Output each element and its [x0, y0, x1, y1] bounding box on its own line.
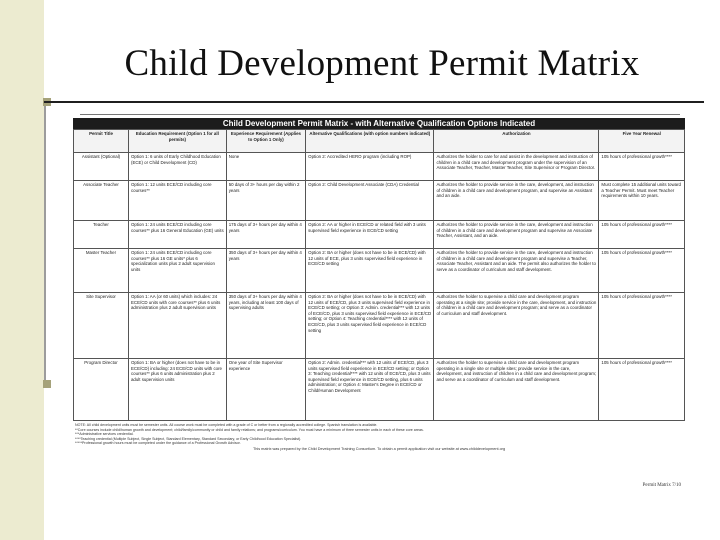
experience-cell: 175 days of 3+ hours per day within 4 years — [226, 221, 305, 249]
page-reference: Permit Matrix 7/10 — [642, 483, 681, 488]
slide-title: Child Development Permit Matrix — [124, 43, 640, 84]
education-cell: Option 1: 24 units ECE/CD including core courses** plus 16 GE units* plus 6 specialization units plus 2 adult supervision units — [128, 249, 226, 293]
experience-cell: 350 days of 3+ hours per day within 4 years, including at least 100 days of supervising adults — [226, 293, 305, 359]
alternative-cell: Option 2: Child Development Associate (CDA) Credential — [306, 181, 434, 221]
education-cell: Option 1: BA or higher (does not have to be in ECE/CD) including: 24 ECE/CD units with core courses** plus 6 units administration plus 2 adult supervision units — [128, 359, 226, 421]
renewal-cell: Must complete 15 additional units toward a Teacher Permit. Must meet Teacher requirements within 10 years. — [599, 181, 685, 221]
column-header: Alternative Qualifications (with option numbers indicated) — [306, 130, 434, 153]
table-row — [74, 293, 685, 359]
experience-cell: 50 days of 3+ hours per day within 2 years — [226, 181, 305, 221]
renewal-cell: 105 hours of professional growth**** — [599, 221, 685, 249]
left-decorative-bar — [0, 0, 44, 540]
education-cell: Option 1: 24 units ECE/CD including core courses** plus 16 General Education (GE) units — [128, 221, 226, 249]
education-cell: Option 1: 6 units of Early Childhood Education (ECE) or Child Development (CD) — [128, 153, 226, 181]
note-line: *****Professional growth hours must be completed under the guidance of a Professional Growth Advisor. — [75, 441, 241, 446]
experience-cell: None — [226, 153, 305, 181]
table-row — [74, 221, 685, 249]
title-rule-thin — [80, 114, 680, 115]
table-row — [74, 181, 685, 221]
permit-title-cell: Program Director — [74, 359, 129, 421]
permit-title-cell: Teacher — [74, 221, 129, 249]
divider-marker-bottom — [43, 380, 51, 388]
matrix-header: Child Development Permit Matrix - with Alternative Qualification Options Indicated — [73, 118, 685, 129]
permit-matrix-table — [73, 129, 685, 421]
matrix-footer: This matrix was prepared by the Child Development Training Consortium. To obtain a permit application visit our website at www.childdevelopment.org — [252, 446, 506, 451]
alternative-cell: Option 2: BA or higher (does not have to be in ECE/CD) with 12 units of ECE, plus 3 units supervised field experience in ECE/CD setting — [306, 249, 434, 293]
education-cell: Option 1: 12 units ECE/CD including core courses** — [128, 181, 226, 221]
renewal-cell: 105 hours of professional growth**** — [599, 249, 685, 293]
alternative-cell: Option 2: BA or higher (does not have to be in ECE/CD) with 12 units of ECE/CD, plus 3 units supervised field experience in ECE/CD setting; or Option 3: Admin. credential*** with 12 units of ECE/CD, plus 3 units supervised field experience in ECE/CD setting; or Option 4: Teaching credential**** with 12 units of ECE/CD, plus 3 units supervised field experience in ECE/CD setting — [306, 293, 434, 359]
renewal-cell: 105 hours of professional growth**** — [599, 153, 685, 181]
authorization-cell: Authorizes the holder to supervise a child care and development program operating in a single site or multiple sites; provide service in the care, development, and instruction of children in a child care and development program; and serve as a coordinator of curriculum and staff development. — [434, 359, 599, 421]
note-line: NOTE: All child development units must be semester units. All course work must be completed with a grade of C or better from a regionally accredited college. Spanish translation is available. — [75, 423, 378, 427]
alternative-cell: Option 2: AA or higher in ECE/CD or related field with 3 units supervised field experience in ECE/CD setting — [306, 221, 434, 249]
alternative-cell: Option 2: Accredited HERO program (including ROP) — [306, 153, 434, 181]
table-header-row — [74, 130, 685, 153]
table-row — [74, 153, 685, 181]
alternative-cell: Option 2: Admin. credential*** with 12 units of ECE/CD, plus 3 units supervised field experience in ECE/CD setting; or Option 3: Teaching credential**** with 12 units of ECE/CD, plus 3 units supervised field experience in ECE/CD setting, plus 6 units administration; or Option 4: Master's Degree in ECE/CD or Child/Human Development — [306, 359, 434, 421]
experience-cell: 350 days of 3+ hours per day within 4 years — [226, 249, 305, 293]
matrix-notes — [73, 423, 685, 446]
vertical-divider — [44, 102, 46, 384]
renewal-cell: 105 hours of professional growth**** — [599, 293, 685, 359]
column-header: Authorization — [434, 130, 599, 153]
table-row — [74, 359, 685, 421]
permit-title-cell: Master Teacher — [74, 249, 129, 293]
table-row — [74, 249, 685, 293]
note-line: ***Administrative services credential. — [75, 432, 134, 437]
authorization-cell: Authorizes the holder to provide service in the care, development and instruction of children in a child care and development program and supervise an Associate Teacher, Assistant, and an aide. — [434, 221, 599, 249]
note-line: **Core courses include child/human growth and development; child/family/community or child and family relations; and programs/curriculum. You must have a minimum of three semester units in each of these core areas. — [75, 427, 424, 432]
permit-matrix-document — [73, 118, 685, 490]
column-header: Permit Title — [74, 130, 129, 153]
education-cell: Option 1: AA (or 60 units) which includes: 24 ECE/CD units with core courses** plus 6 units administration plus 2 adult supervision units — [128, 293, 226, 359]
authorization-cell: Authorizes the holder to provide service in the care, development, and instruction of children in a child care and development program, and supervise an Assistant and an aide. — [434, 181, 599, 221]
column-header: Education Requirement (Option 1 for all permits) — [128, 130, 226, 153]
title-rule — [44, 101, 704, 103]
authorization-cell: Authorizes the holder to provide service in the care, development and instruction of children in a child care and development program and supervise a Teacher, Associate Teacher, Assistant and an aide. The permit also authorizes the holder to serve as a coordinator of curriculum and staff development. — [434, 249, 599, 293]
column-header: Experience Requirement (Applies to Option 1 Only) — [226, 130, 305, 153]
note-line: ****Teaching credential (Multiple Subject, Single Subject, Standard Elementary, Standard Secondary, or Early Childhood Education Specialist). — [75, 436, 302, 441]
column-header: Five Year Renewal — [599, 130, 685, 153]
authorization-cell: Authorizes the holder to supervise a child care and development program operating at a single site; provide service in the care, development, and instruction of children in a child care and development program; and serve as a coordinator of curriculum and staff development. — [434, 293, 599, 359]
permit-title-cell: Associate Teacher — [74, 181, 129, 221]
experience-cell: One year of Site Supervisor experience — [226, 359, 305, 421]
permit-title-cell: Site Supervisor — [74, 293, 129, 359]
authorization-cell: Authorizes the holder to care for and assist in the development and instruction of children in a child care and development program under the supervision of an Associate Teacher, Teacher, Master Teacher, Site Supervisor or Program Director. — [434, 153, 599, 181]
renewal-cell: 105 hours of professional growth**** — [599, 359, 685, 421]
permit-title-cell: Assistant (Optional) — [74, 153, 129, 181]
